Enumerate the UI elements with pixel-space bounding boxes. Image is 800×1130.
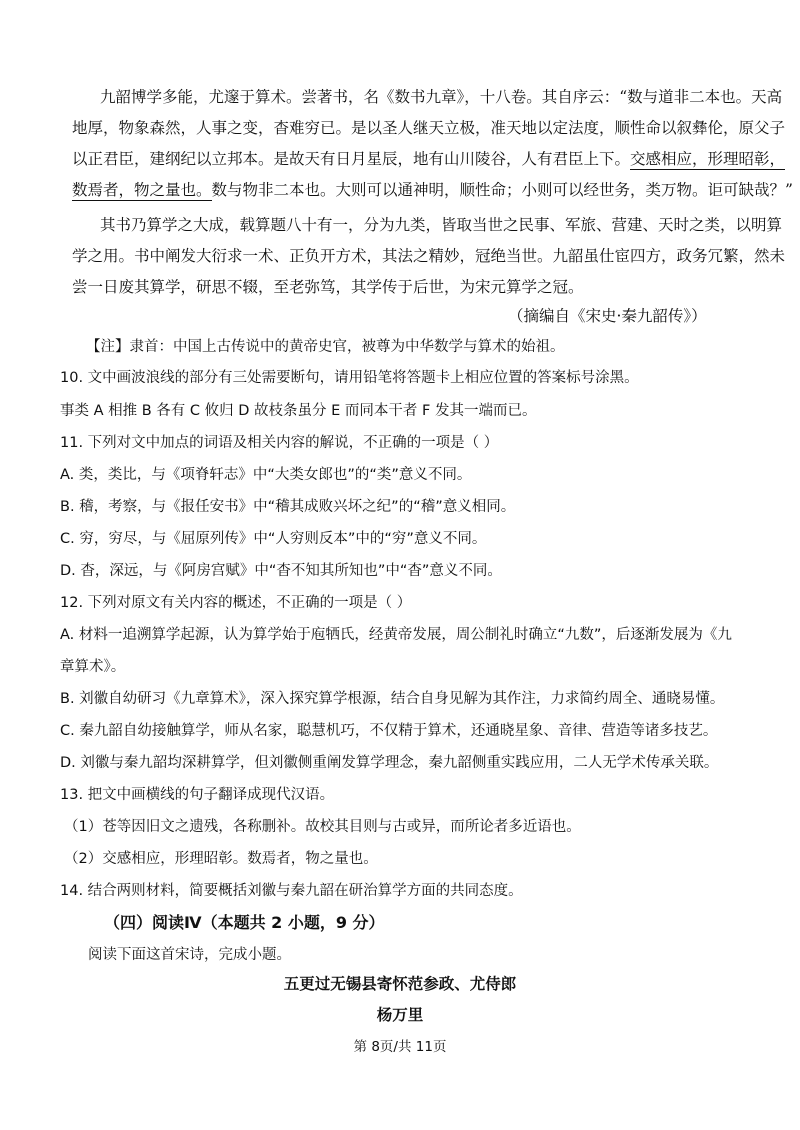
passage-note: 【注】隶首：中国上古传说中的黄帝史官，被尊为中华数学与算术的始祖。 [86,339,565,355]
question-13: 13. 把文中画横线的句子翻译成现代汉语。 [60,787,335,803]
passage-line [72,148,785,170]
underlined-sentence: 交感相应，形理昭彰， [630,150,786,168]
passage-line: 其书乃算学之大成，载算题八十有一，分为九类，皆取当世之民事、军旅、营建、天时之类，以明算 [100,216,783,234]
question-13-2: （2）交感相应，形理昭彰。数焉者，物之量也。 [64,851,378,867]
option-12-d: D. 刘徽与秦九韶均深耕算学，但刘徽侧重阐发算学理念，秦九韶侧重实践应用，二人无学术传承关联。 [60,755,719,771]
page-number: 第 8页/共 11页 [353,1039,447,1055]
option-11-a: A. 类，类比，与《项脊轩志》中“大类女郎也”的“类”意义不同。 [60,467,472,483]
option-12-c: C. 秦九韶自幼接触算学，师从名家，聪慧机巧，不仅精于算术，还通晓星象、音律、营造等诸多技艺。 [60,723,718,739]
option-12-a: A. 材料一追溯算学起源，认为算学始于庖牺氏，经黄帝发展，周公制礼时确立“九数”，后逐渐发展为《九 [60,627,732,643]
passage-text: 以正君臣，建纲纪以立邦本。是故天有日月星辰，地有山川陵谷，人有君臣上下。 [72,150,631,168]
question-11: 11. 下列对文中加点的词语及相关内容的解说，不正确的一项是（ ） [60,435,499,451]
passage-line: 尝一日废其算学，研思不辍，至老弥笃，其学传于后世，为宋元算学之冠。 [72,278,584,296]
poem-author: 杨万里 [376,1005,424,1024]
option-11-b: B. 稽，考察，与《报任安书》中“稽其成败兴坏之纪”的“稽”意义相同。 [60,499,516,515]
question-10: 10. 文中画波浪线的部分有三处需要断句，请用铅笔将答题卡上相应位置的答案标号涂黑。 [60,370,639,386]
question-10-text: 事类 A 相推 B 各有 C 攸归 D 故枝条虽分 E 而同本干者 F 发其一端而已。 [60,403,537,419]
question-12: 12. 下列对原文有关内容的概述，不正确的一项是（ ） [60,595,412,611]
passage-line: 学之用。书中阐发大衍求一术、正负开方术，其法之精妙，冠绝当世。九韶虽仕宦四方，政务冗繁，然未 [72,247,786,265]
passage-line: 地厚，物象森然，人事之变，杳难穷已。是以圣人继天立极，准天地以定法度，顺性命以叙彝伦，原父子 [72,119,786,137]
section-instruction: 阅读下面这首宋诗，完成小题。 [88,947,291,963]
section-heading: （四）阅读Ⅳ（本题共 2 小题，9 分） [104,913,385,932]
passage-text: 数与物非二本也。大则可以通神明，顺性命；小则可以经世务，类万物。讵可缺哉？” [211,181,793,199]
underlined-sentence: 数焉者，物之量也。 [72,181,212,199]
option-12-b: B. 刘徽自幼研习《九章算术》，深入探究算学根源，结合自身见解为其作注，力求简约周全、通晓易懂。 [60,691,725,707]
passage-line [72,179,793,201]
option-11-c: C. 穷，穷尽，与《屈原列传》中“人穷则反本”中的“穷”意义不同。 [60,531,487,547]
option-11-d: D. 杳，深远，与《阿房宫赋》中“杳不知其所知也”中“杳”意义不同。 [60,563,502,579]
passage-line: 九韶博学多能，尤邃于算术。尝著书，名《数书九章》，十八卷。其自序云：“数与道非二本也。天高 [100,88,783,106]
question-14: 14. 结合两则材料，简要概括刘徽与秦九韶在研治算学方面的共同态度。 [60,883,523,899]
poem-title: 五更过无锡县寄怀范参政、尤侍郎 [283,974,517,993]
question-13-1: （1）苍等因旧文之遗残，各称删补。故校其目则与古或异，而所论者多近语也。 [64,819,581,835]
passage-source: （摘编自《宋史·秦九韶传》） [508,307,707,325]
option-12-a-cont: 章算术》。 [60,659,126,675]
